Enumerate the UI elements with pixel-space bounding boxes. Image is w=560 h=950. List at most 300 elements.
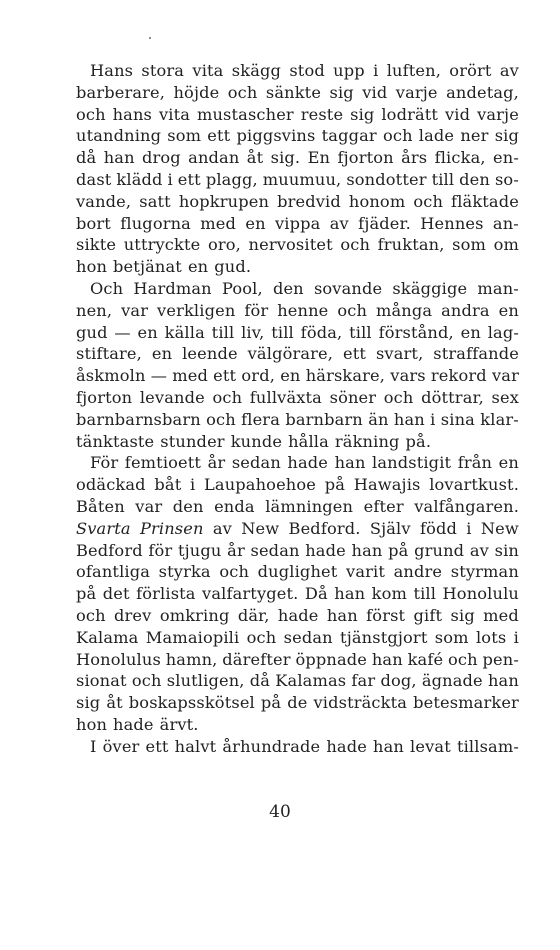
word: utandning	[76, 126, 162, 146]
word: och	[246, 627, 277, 647]
text-line	[76, 343, 519, 365]
word: ärvt.	[159, 714, 199, 734]
word: en-	[493, 148, 519, 168]
word: styrka	[158, 562, 211, 582]
word: en	[187, 257, 209, 277]
word: plagg,	[205, 169, 258, 189]
word: och	[413, 191, 444, 211]
word: betesmarker	[413, 693, 519, 713]
word: odäckad	[76, 475, 146, 495]
word: andra	[441, 300, 490, 320]
text-line	[76, 322, 519, 344]
word: Då	[304, 584, 328, 604]
word: som	[167, 126, 202, 146]
word: betjänat	[113, 257, 182, 277]
word: på	[388, 540, 409, 560]
word: tjänstgjort	[340, 627, 428, 647]
word: kafé	[407, 649, 444, 669]
word: —	[114, 322, 131, 342]
word: sig	[450, 605, 475, 625]
word: hopkrupen	[178, 191, 270, 211]
word: och	[340, 235, 371, 255]
word: Själv	[369, 518, 411, 538]
text-line	[76, 191, 519, 213]
word: lodrätt	[381, 104, 439, 124]
word: döttrar,	[421, 387, 484, 407]
word: New	[241, 518, 280, 538]
text-line	[76, 234, 519, 256]
word: valfångaren.	[414, 496, 519, 516]
word: som	[434, 627, 469, 647]
word: sin	[494, 540, 519, 560]
text-line	[76, 605, 519, 627]
word: sina	[440, 409, 475, 429]
text-line	[76, 627, 519, 649]
text-line	[76, 387, 519, 409]
word: kom	[371, 584, 408, 604]
word: andan	[188, 148, 240, 168]
word: sedan	[283, 627, 333, 647]
print-speck	[149, 37, 151, 39]
word: lag-	[487, 322, 519, 342]
word: oro,	[207, 235, 241, 255]
word: ofantliga	[76, 562, 151, 582]
word: av	[469, 540, 489, 560]
word: vid	[362, 82, 388, 102]
word: en	[280, 366, 301, 386]
word: efter	[363, 496, 404, 516]
word: orört	[449, 61, 492, 80]
word: Båten	[76, 496, 125, 516]
word: New	[480, 518, 519, 538]
word: han	[334, 453, 366, 473]
word: Mamaiopili	[145, 627, 240, 647]
italic-word: Svarta	[76, 518, 131, 538]
word: till	[211, 322, 235, 342]
word: svart,	[375, 344, 424, 364]
word: i	[513, 627, 519, 647]
word: man-	[477, 278, 519, 298]
word: var	[121, 300, 149, 320]
word: flicka,	[434, 148, 486, 168]
word: —	[150, 366, 168, 386]
word: år	[207, 453, 226, 473]
word: han	[487, 671, 519, 691]
word: piggsvins	[236, 126, 316, 146]
word: och	[382, 126, 413, 146]
word: öppnade	[295, 649, 367, 669]
word: drev	[114, 605, 152, 625]
word: varje	[395, 82, 438, 102]
word: mustascher	[196, 104, 294, 124]
word: till	[431, 169, 455, 189]
word: gud.	[214, 257, 252, 277]
word: en	[137, 322, 158, 342]
word: på.	[405, 431, 432, 451]
word: ett	[145, 736, 169, 756]
word: till	[349, 322, 372, 342]
word: på	[324, 475, 346, 495]
word: ord,	[241, 366, 275, 386]
word: luften,	[386, 61, 441, 80]
word: sedan	[250, 540, 300, 560]
word: han	[326, 605, 358, 625]
word: ett	[343, 344, 367, 364]
word: boskapsskötsel	[128, 693, 255, 713]
text-line	[76, 104, 519, 126]
word: skäggige	[392, 278, 468, 298]
word: Bedford.	[288, 518, 361, 538]
word: Honolulus	[76, 649, 161, 669]
word: barnbarnsbarn	[76, 409, 201, 429]
word: källa	[164, 322, 205, 342]
word: levande	[139, 387, 205, 407]
word: muumuu,	[262, 169, 342, 189]
word: sex	[491, 387, 519, 407]
text-line	[76, 714, 519, 736]
word: ägnade	[421, 671, 483, 691]
word: flugorna	[120, 213, 191, 233]
word: vars	[390, 366, 426, 386]
word: till	[271, 322, 294, 342]
word: var	[491, 366, 519, 386]
word: Hawajis	[353, 475, 421, 495]
text-line	[76, 213, 519, 235]
word: leende	[182, 344, 238, 364]
word: med	[483, 605, 519, 625]
word: fruktan,	[377, 235, 445, 255]
word: stiftare,	[76, 344, 142, 364]
word: barberare,	[76, 82, 166, 102]
text-line	[76, 409, 519, 431]
word: sondotter	[346, 169, 427, 189]
word: klar-	[480, 409, 519, 429]
word: vidsträckta	[313, 693, 408, 713]
word: och	[206, 409, 236, 429]
word: vita	[158, 104, 191, 124]
word: föda,	[300, 322, 343, 342]
word: Laupahoehoe	[204, 475, 317, 495]
word: där,	[237, 605, 270, 625]
word: många	[375, 300, 433, 320]
text-line	[76, 60, 519, 82]
word: klädd	[116, 169, 163, 189]
word: straffande	[433, 344, 519, 364]
word: landstigit	[372, 453, 452, 473]
word: och	[448, 649, 478, 669]
word: sedan	[231, 453, 281, 473]
text-line	[76, 692, 519, 714]
word: sig.	[270, 148, 301, 168]
word: hans	[112, 104, 153, 124]
word: stod	[289, 61, 325, 80]
word: fullväxta	[249, 387, 322, 407]
word: bredvid	[277, 191, 341, 211]
word: varje	[477, 104, 519, 124]
word: levat	[410, 736, 451, 756]
word: drog	[142, 148, 181, 168]
word: ett	[207, 126, 231, 146]
word: gud	[76, 322, 108, 342]
word: och	[76, 605, 106, 625]
text-line	[76, 278, 519, 300]
word: Och	[90, 278, 124, 298]
word: halvt	[174, 736, 217, 756]
word: med	[200, 213, 237, 233]
word: verkligen	[157, 300, 236, 320]
word: en	[245, 213, 266, 233]
word: lämningen	[265, 496, 354, 516]
word: honom	[348, 191, 406, 211]
word: henne	[277, 300, 329, 320]
word: höjde	[173, 82, 220, 102]
text-line	[76, 518, 519, 540]
word: lade	[418, 126, 455, 146]
word: slutligen,	[166, 671, 245, 691]
word: och	[76, 104, 106, 124]
word: söner	[329, 387, 377, 407]
word: För	[90, 453, 119, 473]
word: flera	[241, 409, 280, 429]
word: andetag,	[446, 82, 519, 102]
word: valfartyget.	[202, 584, 299, 604]
word: åt	[246, 148, 264, 168]
word: från	[457, 453, 493, 473]
word: Kalama	[76, 627, 139, 647]
text-line	[76, 736, 519, 758]
word: ner	[460, 126, 489, 146]
word: pen-	[482, 649, 519, 669]
word: han	[371, 649, 403, 669]
word: därefter	[222, 649, 291, 669]
word: dast	[76, 169, 112, 189]
word: fläktade	[451, 191, 519, 211]
word: satt	[139, 191, 171, 211]
word: århundrade	[222, 736, 321, 756]
word: hade	[277, 605, 319, 625]
word: vande,	[76, 191, 132, 211]
word: sänkte	[265, 82, 322, 102]
word: kunde	[230, 431, 283, 451]
word: av	[329, 213, 349, 233]
word: över	[102, 736, 140, 756]
word: som	[452, 235, 486, 255]
word: sionat	[76, 671, 127, 691]
word: av	[499, 61, 519, 80]
word: duglighet	[257, 562, 338, 582]
word: född	[419, 518, 457, 538]
word: härskare,	[305, 366, 386, 386]
word: för	[148, 540, 173, 560]
word: års	[401, 148, 428, 168]
word: båt	[154, 475, 182, 495]
word: varit	[346, 562, 385, 582]
text-line	[76, 670, 519, 692]
word: hade	[326, 736, 367, 756]
word: än	[368, 409, 389, 429]
word: i	[430, 409, 436, 429]
word: En	[307, 148, 331, 168]
word: skägg	[231, 61, 282, 80]
word: hamn,	[165, 649, 218, 669]
word: den	[172, 496, 204, 516]
text-line	[76, 169, 519, 191]
word: stora	[141, 61, 185, 80]
word: och	[131, 671, 162, 691]
word: till	[413, 584, 437, 604]
word: reste	[300, 104, 344, 124]
word: bort	[76, 213, 111, 233]
word: lovartkust.	[429, 475, 519, 495]
text-line	[76, 561, 519, 583]
word: en	[498, 300, 519, 320]
word: sovande	[313, 278, 383, 298]
text-line	[76, 474, 519, 496]
text-line	[76, 649, 519, 671]
text-line	[76, 365, 519, 387]
word: grund	[414, 540, 465, 560]
word: ett	[177, 169, 201, 189]
word: hade	[287, 453, 329, 473]
word: år	[227, 540, 245, 560]
word: då	[249, 671, 271, 691]
word: han	[334, 584, 366, 604]
word: lots	[475, 627, 507, 647]
word: Hardman	[133, 278, 212, 298]
word: enda	[214, 496, 255, 516]
word: förstånd,	[378, 322, 454, 342]
word: gift	[413, 605, 443, 625]
word: fjäder.	[358, 213, 411, 233]
word: han	[351, 540, 383, 560]
word: fjorton	[76, 387, 133, 407]
text-line	[76, 82, 519, 104]
word: en	[498, 453, 519, 473]
word: liv,	[241, 322, 265, 342]
word: tänktaste	[76, 431, 155, 451]
word: Hennes	[420, 213, 484, 233]
word: och	[219, 562, 250, 582]
word: vippa	[274, 213, 321, 233]
word: först	[366, 605, 406, 625]
word: femtioett	[124, 453, 202, 473]
word: i	[466, 518, 472, 538]
word: sikte	[76, 235, 117, 255]
word: I	[90, 736, 97, 756]
word: på	[76, 584, 97, 604]
word: so-	[494, 169, 519, 189]
word: dog,	[380, 671, 417, 691]
word: sig	[494, 126, 519, 146]
text-line	[76, 125, 519, 147]
word: hon	[76, 257, 108, 277]
word: de	[287, 693, 308, 713]
word: Hans	[90, 61, 134, 80]
word: då	[76, 148, 97, 168]
word: med	[172, 366, 208, 386]
word: rekord	[430, 366, 487, 386]
word: förlista	[136, 584, 196, 604]
word: sig	[350, 104, 375, 124]
word: hon	[76, 714, 108, 734]
word: i	[373, 61, 379, 80]
word: välgörare,	[247, 344, 334, 364]
text-line	[76, 452, 519, 474]
word: an-	[492, 213, 519, 233]
word: och	[337, 300, 368, 320]
word: han	[393, 409, 425, 429]
word: Kalamas	[275, 671, 347, 691]
word: var	[135, 496, 163, 516]
word: andre	[393, 562, 443, 582]
word: åskmoln	[76, 366, 146, 386]
word: tjugu	[177, 540, 222, 560]
word: Bedford	[76, 540, 143, 560]
word: sig	[76, 693, 101, 713]
word: i	[167, 169, 173, 189]
word: en	[151, 344, 173, 364]
word: i	[190, 475, 196, 495]
word: hade	[113, 714, 154, 734]
word: han	[103, 148, 135, 168]
word: uttryckte	[123, 235, 201, 255]
word: upp	[333, 61, 365, 80]
word: Honolulu	[442, 584, 519, 604]
text-line	[76, 496, 519, 518]
text-line	[76, 256, 519, 278]
word: far	[351, 671, 376, 691]
word: och	[212, 387, 243, 407]
word: ett	[213, 366, 237, 386]
word: om	[493, 235, 519, 255]
word: vid	[445, 104, 471, 124]
word: och	[383, 387, 414, 407]
word: styrman	[450, 562, 519, 582]
text-line	[76, 431, 519, 453]
word: hade	[305, 540, 346, 560]
word: en	[460, 322, 481, 342]
word: nen,	[76, 300, 113, 320]
word: barnbarn	[285, 409, 363, 429]
page-number: 40	[269, 802, 291, 822]
word: fjorton	[337, 148, 394, 168]
word: och	[227, 82, 258, 102]
word: han	[373, 736, 404, 756]
word: räkning	[334, 431, 400, 451]
word: för	[244, 300, 269, 320]
word: det	[102, 584, 130, 604]
word: hålla	[288, 431, 329, 451]
text-line	[76, 583, 519, 605]
word: den	[272, 278, 304, 298]
text-line	[76, 540, 519, 562]
text-line	[76, 300, 519, 322]
word: åt	[106, 693, 123, 713]
word: Pool,	[221, 278, 263, 298]
body-text	[76, 60, 519, 758]
word: nervositet	[248, 235, 333, 255]
word: vita	[192, 61, 224, 80]
word: sig	[329, 82, 354, 102]
word: taggar	[321, 126, 377, 146]
italic-word: Prinsen	[139, 518, 204, 538]
word: stunder	[160, 431, 225, 451]
text-line	[76, 147, 519, 169]
word: av	[212, 518, 232, 538]
word: omkring	[159, 605, 230, 625]
word: på	[260, 693, 282, 713]
word: den	[459, 169, 490, 189]
